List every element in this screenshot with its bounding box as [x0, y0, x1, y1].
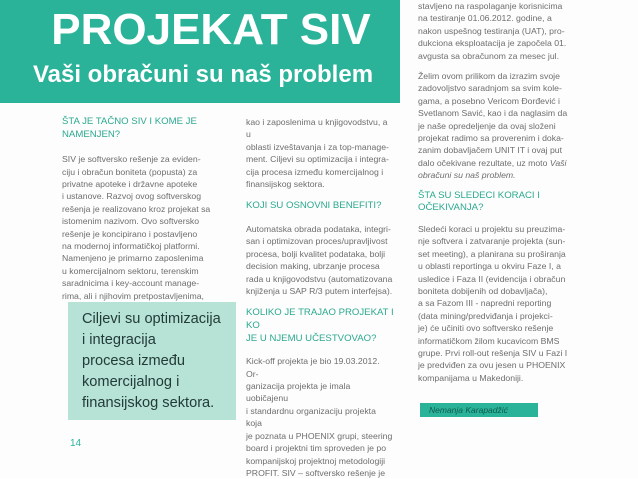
quote-line: i integracija	[82, 332, 156, 348]
motto-text: Vaši	[549, 157, 567, 168]
body-line: zadovoljstvo saradnjom sa svim kole-	[418, 83, 562, 94]
section-heading: NAMENJEN?	[62, 128, 121, 140]
section-heading: JE U NJEMU UČESTVOVAO?	[246, 332, 377, 344]
body-line: je predviđen za ovu jesen u PHOENIX	[418, 360, 566, 371]
body-line: boniteta dobijenih od dobavljača),	[418, 285, 548, 296]
body-line: informatičkom žilom kucavicom BMS	[418, 335, 560, 346]
body-line: gama, a posebno Vericom Đorđević i	[418, 95, 560, 106]
body-line: SIV je softversko rešenje za eviden-	[62, 154, 201, 165]
body-line: zanim dobavljačem UNIT IT i ovaj put	[418, 145, 563, 156]
quote-line: procesa između	[82, 353, 186, 369]
body-line: ment. Ciljevi su optimizacija i integra-	[246, 154, 389, 165]
body-line: rada u knjigovodstvu (automatizovana	[246, 273, 393, 284]
body-line: u oblasti reportinga u okviru Faze I, a	[418, 261, 561, 272]
body-line: nje softvera i zatvaranje projekta (sun-	[418, 236, 566, 247]
body-line: i standardnu organizaciju projekta koja	[246, 405, 376, 429]
body-line: board i projektni tim sproveden je po	[246, 443, 387, 454]
author-signature-bar	[420, 403, 538, 417]
body-line: Kick-off projekta je bio 19.03.2012. Or-	[246, 356, 380, 379]
pull-quote	[68, 302, 236, 420]
body-line: je) će učiniti ovo softversko rešenje	[418, 323, 554, 334]
body-line: (data mining/predviđanja i projekci-	[418, 310, 553, 321]
section-heading: KOJI SU OSNOVNI BENEFITI?	[246, 200, 382, 212]
body-line: oblasti izveštavanja i za top-manage-	[246, 141, 389, 152]
body-text: dalo očekivane rezultate, uz moto	[418, 157, 548, 168]
title-banner	[0, 0, 400, 103]
body-line: i ustanove. Razvoj ovog softverskog	[62, 191, 202, 202]
pull-quote-text	[82, 309, 232, 414]
body-line: nakon uspešnog testiranja (UAT), pro-	[418, 25, 565, 36]
section-heading: KOLIKO JE TRAJAO PROJEKAT I KO	[246, 307, 394, 332]
section-heading: ŠTA JE TAČNO SIV I KOME JE	[62, 116, 197, 127]
body-line: na modernoj informatičkoj platformi.	[62, 241, 200, 252]
page-subtitle: Vaši obračuni su naš problem	[32, 61, 374, 88]
body-line: cija procesa između komercijalnog i	[246, 166, 384, 177]
body-line: Sledeći koraci u projektu su preuzima-	[418, 223, 566, 234]
body-line: finansijskog sektora.	[246, 179, 325, 190]
article-column-3	[418, 0, 568, 384]
section-heading: ŠTA SU SLEDECI KORACI I	[418, 189, 540, 201]
body-line: kompanijama u Makedoniji.	[418, 372, 524, 383]
body-line: saradnicima i key-account manage-	[62, 278, 200, 289]
section-heading: OČEKIVANJA?	[418, 202, 484, 214]
page-number: 14	[70, 438, 82, 449]
quote-line: finansijskog sektora.	[82, 395, 215, 411]
body-line: dukciona eksploatacija je započela 01.	[418, 38, 567, 49]
body-line: istomenim nazivom. Ovo softversko	[62, 216, 200, 227]
body-line: privatne apoteke i državne apoteke	[62, 179, 198, 189]
body-line: procesa, bolji kvalitet podataka, bolji	[246, 248, 386, 259]
body-line: Namenjeno je primarno zaposlenima	[62, 253, 204, 264]
body-line: grupe. Prvi roll-out rešenja SIV u Fazi I	[418, 347, 568, 358]
author-name: Nemanja Karapadžić	[429, 405, 508, 415]
body-line: avgusta sa obračunom za mesec jul.	[418, 50, 560, 61]
body-line: je poznata u PHOENIX grupi, steering	[246, 430, 393, 441]
body-line: usledice i Faza II (evidencija i obračun	[418, 273, 566, 284]
quote-line: Ciljevi su optimizacija	[82, 311, 221, 327]
body-line: na testiranje 01.06.2012. godine, a	[418, 13, 552, 24]
body-line: u komercijalnom sektoru, terenskim	[62, 265, 199, 276]
quote-line: komercijalnog i	[82, 374, 180, 390]
body-line: Želim ovom prilikom da izrazim svoje	[418, 71, 560, 82]
body-line: set meeting), a planirana su proširanja	[418, 248, 566, 259]
article-column-1	[62, 116, 240, 302]
body-line: san i optimizovan proces/upravljivost	[246, 236, 388, 247]
body-line: ganizacija projekta je imala uobičajenu	[246, 381, 351, 404]
body-line: kompanijskoj projektnoj metodologiji	[246, 455, 386, 466]
body-line: je naše opredeljenje da ovaj složeni	[418, 120, 556, 131]
body-line: rešenje je koncipirano i postavljeno	[62, 228, 198, 239]
motto-text: obračuni su naš problem.	[418, 170, 516, 181]
body-line: projekat radimo sa proverenim i doka-	[418, 133, 564, 144]
body-line: PROFIT. SIV – softversko rešenje je	[246, 467, 386, 478]
body-line: Automatska obrada podataka, integri-	[246, 224, 391, 235]
body-line: decision making, ubrzanje procesa	[246, 261, 380, 272]
body-line: rima, ali i njihovim pretpostavljenima,	[62, 290, 204, 301]
body-line: knjiženja u SAP R/3 putem interfejsa).	[246, 286, 393, 297]
article-column-2	[246, 116, 394, 479]
page-title: PROJEKAT SIV	[51, 5, 371, 54]
body-line: Svetlanom Savić, kao i da naglasim da	[418, 108, 568, 119]
body-line: rešenja je realizovano kroz projekat sa	[62, 203, 211, 214]
body-line: a sa Fazom III - napredni reporting	[418, 298, 552, 309]
body-line: ciju i obračun boniteta (popusta) za	[62, 166, 198, 177]
body-line	[418, 157, 568, 169]
body-line: stavljeno na raspolaganje korisnicima	[418, 1, 563, 11]
body-line: kao i zaposlenima u knjigovodstvu, a u	[246, 117, 388, 140]
